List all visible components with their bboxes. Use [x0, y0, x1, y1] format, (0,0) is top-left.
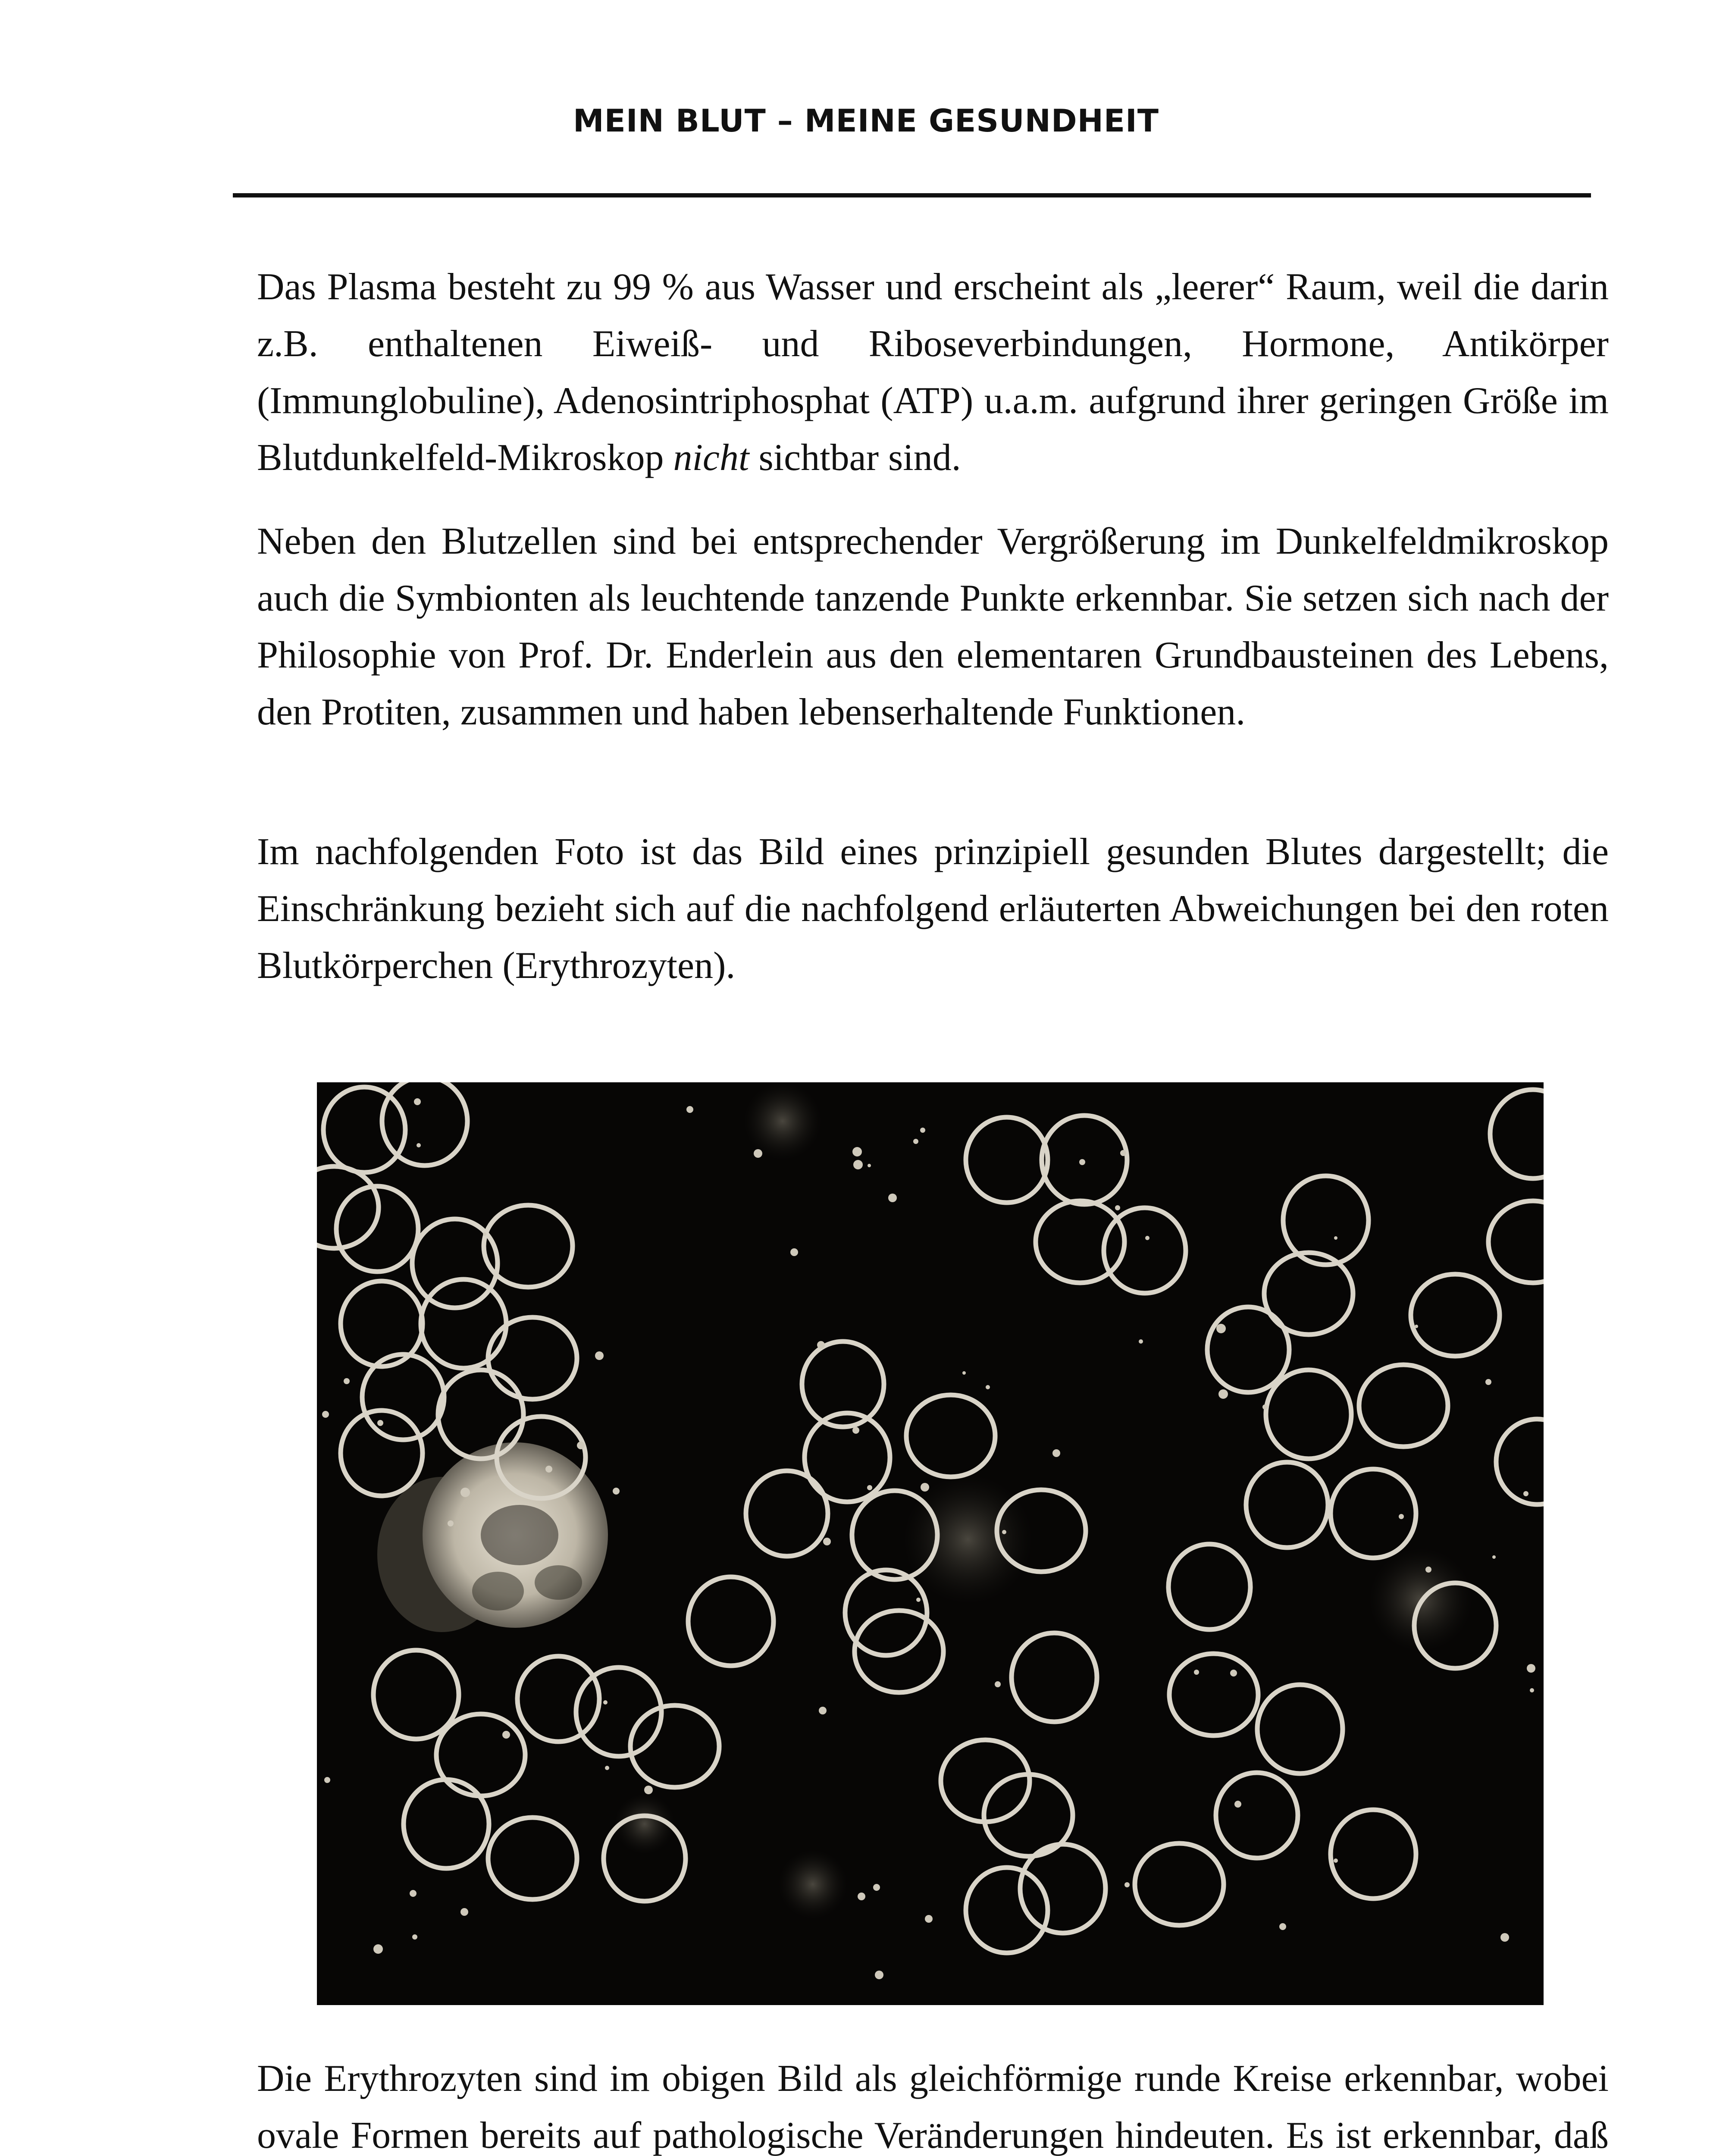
paragraph-plasma	[257, 259, 1609, 486]
symbiont-dot	[925, 1915, 933, 1923]
symbiont-dot	[817, 1341, 825, 1349]
symbiont-dot	[790, 1248, 798, 1256]
symbiont-dot	[1230, 1670, 1237, 1677]
symbiont-dot	[1334, 1858, 1338, 1863]
symbiont-dot	[1120, 1150, 1126, 1156]
symbiont-dot	[1139, 1339, 1143, 1344]
emphasis-nicht: nicht	[673, 437, 749, 479]
symbiont-dot	[483, 1232, 486, 1236]
symbiont-dot	[920, 1128, 925, 1133]
symbiont-dot	[1216, 1324, 1226, 1333]
symbiont-dot	[852, 1147, 862, 1156]
darkfield-microscope-photo	[317, 1082, 1544, 2005]
symbiont-dot	[373, 1944, 383, 1954]
symbiont-dot	[995, 1681, 1001, 1687]
symbiont-dot	[858, 1893, 865, 1900]
symbiont-dot	[1218, 1389, 1228, 1399]
paragraph-plasma-text: Das Plasma besteht zu 99 % aus Wasser und erscheint als „leerer“ Raum, weil die darin z.B. enthaltenen Eiweiß- und Riboseverbindungen, Hormone, Antikörper (Immunglobuline), Adenosintriphosphat (ATP) u.a.m. aufgrund ihrer geringen Größe im Blutdunkelfeld-Mikroskop	[257, 266, 1609, 479]
paragraph-erythrozyten: Die Erythrozyten sind im obigen Bild als gleichförmige runde Kreise erkennbar, wobei ovale Formen bereits auf pathologische Veränderungen hindeuten. Es ist erkennbar, daß	[257, 2058, 1609, 2156]
symbiont-dot	[1234, 1801, 1241, 1808]
symbiont-dot	[502, 1731, 510, 1739]
haze-spot	[778, 1850, 847, 1919]
symbiont-dot	[377, 1420, 383, 1426]
symbiont-dot	[322, 1411, 329, 1418]
symbiont-dot	[962, 1371, 966, 1375]
symbiont-dot	[867, 1485, 872, 1490]
symbiont-dot	[605, 1766, 609, 1770]
symbiont-dot	[644, 1786, 653, 1794]
symbiont-dot	[1530, 1688, 1534, 1692]
symbiont-dot	[460, 1488, 470, 1497]
symbiont-dot	[1194, 1670, 1199, 1675]
symbiont-dot	[852, 1427, 859, 1434]
symbiont-dot	[686, 1106, 693, 1113]
symbiont-dot	[1079, 1159, 1085, 1165]
symbiont-dot	[888, 1194, 897, 1202]
symbiont-dot	[324, 1777, 330, 1783]
symbiont-dot	[873, 1884, 880, 1891]
symbiont-dot	[1527, 1664, 1535, 1673]
blood-cells-image	[317, 1082, 1544, 2005]
symbiont-dot	[448, 1520, 454, 1526]
symbiont-dot	[1002, 1530, 1006, 1534]
symbiont-dot	[1415, 1325, 1418, 1328]
symbiont-dot	[414, 1098, 421, 1105]
symbiont-dot	[1279, 1923, 1286, 1930]
paragraph-foto-intro: Im nachfolgenden Foto ist das Bild eines prinzipiell gesunden Blutes dargestellt; die Einschränkung bezieht sich auf die nachfolgend erläuterten Abweichungen bei den roten Blutkörperchen (Erythrozyten).	[257, 831, 1609, 987]
symbiont-dot	[417, 1143, 421, 1147]
symbiont-dot	[1425, 1567, 1431, 1573]
haze-spot	[744, 1082, 821, 1160]
paragraph-symbionten: Neben den Blutzellen sind bei entsprechender Vergrößerung im Dunkelfeldmikroskop auch die Symbionten als leuchtende tanzende Punkte erkennbar. Sie setzen sich nach der Philosophie von Prof. Dr. Enderlein aus den elementaren Grundbausteinen des Lebens, den Protiten, zusammen und haben lebenserhaltende Funktionen.	[257, 520, 1609, 733]
symbiont-dot	[1145, 1236, 1149, 1240]
symbiont-dot	[1115, 1205, 1120, 1210]
symbiont-dot	[754, 1149, 762, 1158]
symbiont-dot	[460, 1908, 468, 1916]
symbiont-dot	[875, 1971, 883, 1979]
symbiont-dot	[410, 1890, 417, 1897]
symbiont-dot	[545, 1466, 552, 1473]
symbiont-dot	[921, 1483, 929, 1492]
symbiont-dot	[1492, 1555, 1496, 1559]
haze-spot	[903, 1475, 1033, 1604]
symbiont-dot	[344, 1378, 350, 1384]
symbiont-dot	[1124, 1882, 1130, 1887]
symbiont-dot	[577, 1442, 585, 1449]
symbiont-dot	[1500, 1933, 1509, 1942]
running-header: MEIN BLUT – MEINE GESUNDHEIT	[573, 103, 1159, 139]
symbiont-dot	[913, 1139, 918, 1144]
symbiont-dot	[868, 1164, 871, 1167]
symbiont-dot	[986, 1385, 990, 1389]
symbiont-dot	[916, 1598, 921, 1602]
symbiont-dot	[613, 1488, 620, 1495]
symbiont-dot	[1523, 1491, 1528, 1496]
symbiont-dot	[595, 1351, 604, 1360]
header-rule	[233, 193, 1591, 197]
symbiont-dot	[853, 1160, 863, 1169]
symbiont-dot	[603, 1700, 608, 1705]
symbiont-dot	[1262, 1404, 1268, 1410]
symbiont-dot	[819, 1707, 827, 1714]
symbiont-dot	[823, 1538, 831, 1545]
paragraph-plasma-end: sichtbar sind.	[749, 437, 961, 479]
symbiont-dot	[1399, 1514, 1404, 1519]
symbiont-dot	[1485, 1379, 1491, 1385]
symbiont-dot	[412, 1934, 417, 1940]
symbiont-dot	[1334, 1236, 1337, 1240]
symbiont-dot	[1052, 1449, 1060, 1457]
